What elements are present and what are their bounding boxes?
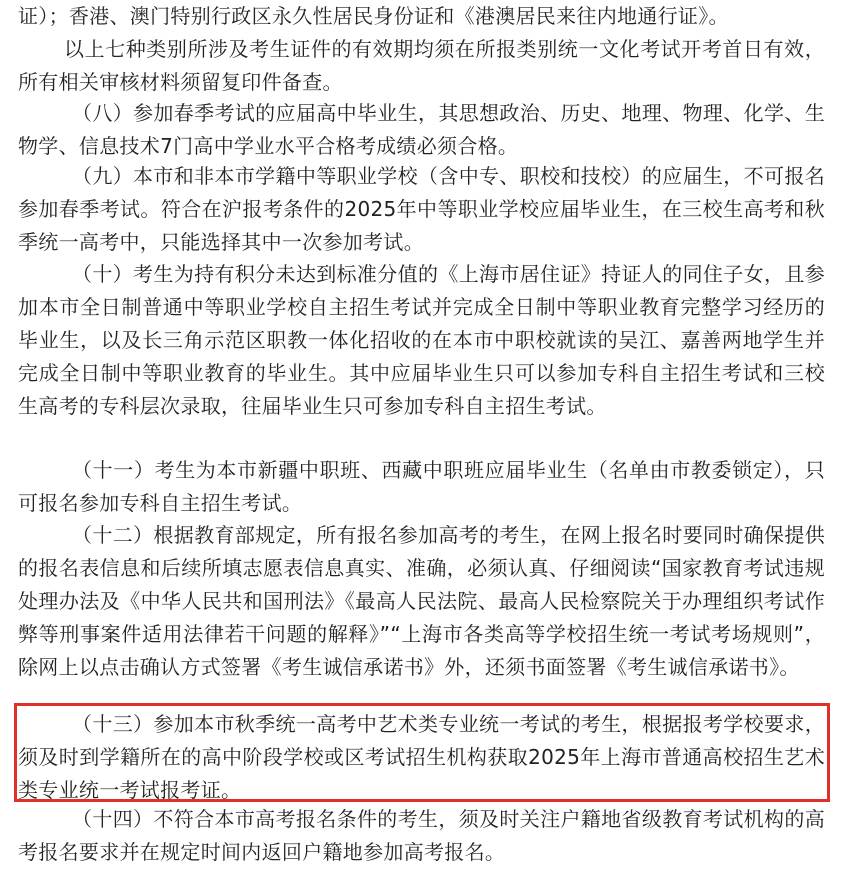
paragraph-item-8: （八）参加春季考试的应届高中毕业生，其思想政治、历史、地理、物理、化学、生物学、信息技术7门高中学业水平合格考成绩必须合格。: [18, 101, 825, 158]
paragraph-item-11: （十一）考生为本市新疆中职班、西藏中职班应届毕业生（名单由市教委锁定），只可报名参加专科自主招生考试。: [18, 458, 825, 515]
paragraph-item-12: （十二）根据教育部规定，所有报名参加高考的考生，在网上报名时要同时确保提供的报名表信息和后续所填志愿表信息真实、准确，必须认真、仔细阅读“国家教育考试违规处理办法及《中华人民共和国刑法》《最高人民法院、最高人民检察院关于办理组织考试作弊等刑事案件适用法律若干问题的解释》”“上海市各类高等学校招生统一考试考场规则”，除网上以点击确认方式签署《考生诚信承诺书》外，还须书面签署《考生诚信承诺书》。: [18, 523, 825, 679]
paragraph-validity-note: 以上七种类别所涉及考生证件的有效期均须在所报类别统一文化考试开考首日有效，所有相关审核材料须留复印件备查。: [18, 37, 825, 94]
paragraph-id-documents-end: 证）；香港、澳门特别行政区永久性居民身份证和《港澳居民来往内地通行证》。: [18, 4, 729, 28]
paragraph-item-13: （十三）参加本市秋季统一高考中艺术类专业统一考试的考生，根据报考学校要求，须及时到学籍所在的高中阶段学校或区考试招生机构获取2025年上海市普通高校招生艺术类专业统一考试报考证。: [18, 712, 825, 802]
paragraph-item-14: （十四）不符合本市高考报名条件的考生，须及时关注户籍地省级教育考试机构的高考报名要求并在规定时间内返回户籍地参加高考报名。: [18, 807, 825, 864]
highlight-box: [14, 703, 830, 802]
paragraph-item-9: （九）本市和非本市学籍中等职业学校（含中专、职校和技校）的应届生，不可报名参加春季考试。符合在沪报考条件的2025年中等职业学校应届毕业生，在三校生高考和秋季统一高考中，只能选择其中一次参加考试。: [18, 164, 825, 254]
paragraph-item-10: （十）考生为持有积分未达到标准分值的《上海市居住证》持证人的同住子女，且参加本市全日制普通中等职业学校自主招生考试并完成全日制中等职业教育完整学习经历的毕业生，以及长三角示范区职教一体化招收的在本市中职校就读的吴江、嘉善两地学生并完成全日制中等职业教育的毕业生。其中应届毕业生只可以参加专科自主招生考试和三校生高考的专科层次录取，往届毕业生只可参加专科自主招生考试。: [18, 262, 825, 418]
